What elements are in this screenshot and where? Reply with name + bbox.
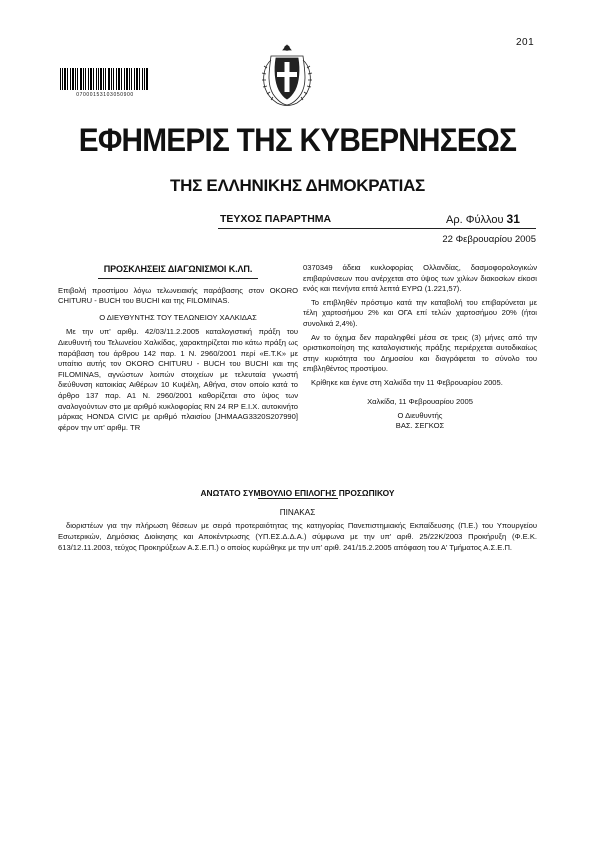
gazette-title: ΕΦΗΜΕΡΙΣ ΤΗΣ ΚΥΒΕΡΝΗΣΕΩΣ — [78, 122, 517, 158]
section-heading-rule — [98, 278, 258, 279]
sheet-label: Αρ. Φύλλου — [446, 214, 504, 226]
signer-name: ΒΑΣ. ΣΕΓΚΟΣ — [395, 420, 445, 430]
place-date: Χαλκίδα, 11 Φεβρουαρίου 2005 — [367, 396, 473, 406]
greek-coat-of-arms-icon — [257, 42, 317, 108]
header-rule — [218, 228, 536, 229]
barcode-number: 07000153103050900 — [76, 92, 134, 98]
board-announcement: διοριστέων για την πλήρωση θέσεων με σειρά προτεραιότητας της κατηγορίας Πανεπιστημιακής Εκπαίδευσης (Π.Ε.) του Υπουργείου Εσωτερικών, Δημόσιας Διοίκησης και Αποκέντρωσης (ΥΠ.ΕΣ.Δ.Δ.Α.) σύμφωνα με την υπ' αριθ. 25/22Κ/2003 Προκήρυξη (Φ.Ε.Κ. 613/12.11.2003, τεύχος Προκηρύξεων Α.Σ.Ε.Π.) ο οποίος κυρώθηκε με την υπ' αριθ. 241/15.2.2005 απόφαση του Α' Τμήματος Α.Σ.Ε.Π. — [58, 521, 537, 552]
issuing-office: Ο ΔΙΕΥΘΥΝΤΗΣ ΤΟΥ ΤΕΛΩΝΕΙΟΥ ΧΑΛΚΙΔΑΣ — [99, 312, 257, 322]
barcode — [60, 68, 148, 90]
table-heading: ΠΙΝΑΚΑΣ — [279, 508, 316, 517]
section-heading: ΠΡΟΣΚΛΗΣΕΙΣ ΔΙΑΓΩΝΙΣΜΟΙ Κ.ΛΠ. — [103, 264, 253, 274]
issue-date: 22 Φεβρουαρίου 2005 — [442, 234, 536, 245]
signer-title: Ο Διευθυντής — [397, 410, 443, 420]
sheet-number-value: 31 — [506, 212, 520, 226]
sheet-number — [446, 212, 520, 226]
notice-decided: Κρίθηκε και έγινε στη Χαλκίδα την 11 Φεβρουαρίου 2005. — [311, 377, 503, 387]
left-column — [58, 264, 298, 436]
page-number: 201 — [516, 37, 535, 48]
notice-summary: Επιβολή προστίμου λόγω τελωνειακής παράβασης στον OKORO CHITURU - BUCH του BUCHI και της FILOMINAS. — [58, 285, 298, 306]
board-heading: ΑΝΩΤΑΤΟ ΣΥΜΒΟΥΛΙΟ ΕΠΙΛΟΓΗΣ ΠΡΟΣΩΠΙΚΟΥ — [200, 488, 395, 498]
notice-vehicle-forfeiture: Αν το όχημα δεν παραληφθεί μέσα σε τρεις (3) μήνες από την οριστικοποίηση της καταλογιστικής πράξης περιέρχεται αυτοδικαίως στην κυριότητα του Δημοσίου και διαγράφεται το σύνολο του επιβληθέντος προστίμου. — [303, 332, 537, 374]
notice-continuation: 0370349 άδεια κυκλοφορίας Ολλανδίας, δασμοφορολογικών επιβαρύνσεων που ανέρχεται στο ύψος των χιλίων διακοσίων είκοσι ενός και πενήντα επτά λεπτά ΕΥΡΩ (1.221,57). — [303, 263, 537, 294]
issue-label: ΤΕΥΧΟΣ ΠΑΡΑΡΤΗΜΑ — [220, 213, 332, 225]
right-column — [303, 263, 537, 431]
notice-body: Με την υπ' αριθμ. 42/03/11.2.2005 καταλογιστική πράξη του Διευθυντή του Τελωνείου Χαλκίδας, χαρακτηρίζεται πιο κάτω πράξη ως παράβαση του άρθρου 142 παρ. 1 Ν. 2960/2001 περί «Ε.Τ.Κ» με υπαίτιο αυτής τον OKORO CHITURU - BUCH του BUCHI και της FILOMINAS, αγνώστων λοιπών στοιχείων με τελευταία γνωστή διεύθυνση κατοικίας Αιθέρων 10 Κυψέλη, Αθήνα, στον οποίο κατά το άρθρο 137 παρ. Α1 Ν. 2960/2001 καθορίζεται στο ύψος των αναλογούντων στο με αριθμό κυκλοφορίας RN 24 RP E.I.X. αυτοκινήτο μάρκας HONDA CIVIC με αριθμό πλαισίου [JHMAAG3320S207990] φέρον την υπ' αριθμ. TR — [58, 327, 298, 432]
gazette-subtitle: ΤΗΣ ΕΛΛΗΝΙΚΗΣ ΔΗΜΟΚΡΑΤΙΑΣ — [170, 176, 425, 195]
notice-penalty-charges: Το επιβληθέν πρόστιμο κατά την καταβολή του επιβαρύνεται με τέλη χαρτοσήμου 2% και ΟΓΑ επί τελών χαρτοσήμου 20% (ήτοι συνολικά 2,4%). — [303, 297, 537, 328]
board-heading-rule — [258, 498, 338, 499]
